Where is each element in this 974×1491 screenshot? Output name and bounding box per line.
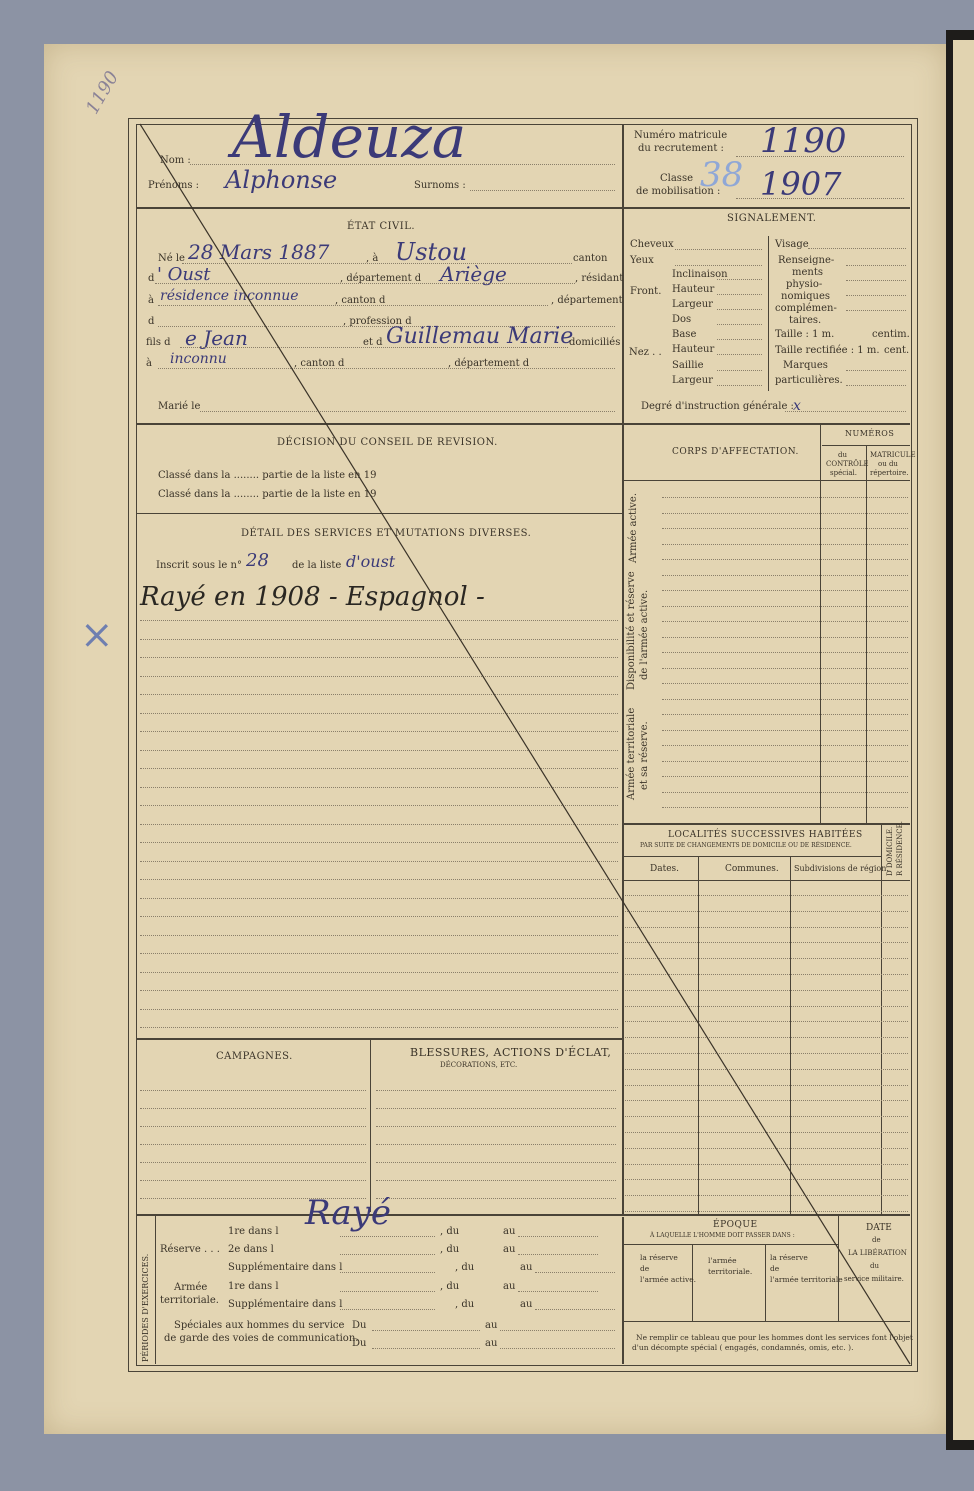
side-residence: R RÉSIDENCE. bbox=[896, 821, 904, 876]
profession-label: , profession d bbox=[343, 316, 412, 327]
a3-label: à bbox=[146, 358, 152, 369]
departement-d-label: , département d bbox=[448, 358, 530, 369]
du2-label: Du bbox=[352, 1338, 367, 1349]
ne-le-label: Né le bbox=[158, 253, 185, 264]
epoque-c1-line: l'armée active. bbox=[640, 1275, 697, 1284]
du-label: , du bbox=[440, 1244, 460, 1255]
numero-value: 1190 bbox=[760, 121, 847, 161]
reserve-label: Réserve . . . bbox=[160, 1244, 220, 1255]
renseignement-line: nomiques bbox=[781, 291, 831, 302]
de-la-liste-label: de la liste bbox=[292, 560, 342, 571]
et-d-label: et d bbox=[363, 337, 383, 348]
periodes-side-label: PÉRIODES D'EXERCICES. bbox=[141, 1253, 150, 1362]
marie-le-label: Marié le bbox=[158, 401, 201, 412]
epoque-footnote-2: d'un décompte spécial ( engagés, condamnés, omis, etc. ). bbox=[632, 1343, 854, 1352]
au-label: au bbox=[503, 1244, 516, 1255]
marques-1: Marques bbox=[783, 360, 828, 371]
a-label: , à bbox=[366, 253, 379, 264]
epoque-footnote-1: Ne remplir ce tableau que pour les hommes dont les services font l'objet bbox=[636, 1333, 913, 1342]
domicilies-label: domiciliés bbox=[569, 337, 621, 348]
armee-active-label: Armée active. bbox=[628, 492, 639, 563]
col-communes: Communes. bbox=[725, 864, 779, 874]
au-label: au bbox=[503, 1281, 516, 1292]
services-title: DÉTAIL DES SERVICES ET MUTATIONS DIVERSES. bbox=[241, 528, 532, 539]
r3-label: Supplémentaire dans l bbox=[228, 1262, 343, 1273]
birth-place: Ustou bbox=[395, 238, 468, 266]
signalement-field: Base bbox=[672, 329, 697, 340]
taille-label: Taille : 1 m. bbox=[775, 329, 835, 340]
signalement-field: Largeur bbox=[672, 375, 713, 386]
d-label: d bbox=[148, 273, 155, 284]
col2-l1: MATRICULE bbox=[870, 451, 916, 459]
canton-d2-label: , canton d bbox=[294, 358, 345, 369]
col-dates: Dates. bbox=[650, 864, 680, 874]
margin-note: 1190 bbox=[81, 67, 124, 118]
r1-label: 1re dans l bbox=[228, 1226, 279, 1237]
col1-l1: du bbox=[838, 451, 847, 459]
etat-civil-title: ÉTAT CIVIL. bbox=[347, 221, 416, 232]
classe-value: 1907 bbox=[760, 165, 842, 203]
au2-label: au bbox=[485, 1320, 498, 1331]
signalement-field: Saillie bbox=[672, 360, 704, 371]
birth-date: 28 Mars 1887 bbox=[188, 240, 330, 264]
corps-title: CORPS D'AFFECTATION. bbox=[672, 447, 799, 457]
front-label: Front. bbox=[630, 286, 662, 297]
du-label: , du bbox=[440, 1281, 460, 1292]
disponibilite-2: de l'armée active. bbox=[639, 589, 650, 680]
canton-d-label: , canton d bbox=[335, 295, 386, 306]
decision-row-1: Classé dans la ........ partie de la liste en 19 bbox=[158, 470, 377, 481]
col2-l2: ou du bbox=[878, 460, 898, 468]
signalement-field: Yeux bbox=[630, 255, 654, 266]
epoque-subtitle: À LAQUELLE L'HOMME DOIT PASSER DANS : bbox=[650, 1232, 795, 1239]
t2-label: Supplémentaire dans l bbox=[228, 1299, 343, 1310]
canton-value: ' Oust bbox=[157, 264, 211, 285]
epoque-title: ÉPOQUE bbox=[713, 1220, 758, 1230]
renseignement-line: ments bbox=[792, 267, 823, 278]
d2-label: d bbox=[148, 316, 155, 327]
prenoms-label: Prénoms : bbox=[148, 180, 200, 191]
liste-value: d'oust bbox=[346, 552, 396, 571]
r2-label: 2e dans l bbox=[228, 1244, 274, 1255]
signalement-field: Hauteur bbox=[672, 344, 715, 355]
du-label: , du bbox=[440, 1226, 460, 1237]
degre-value: x bbox=[793, 398, 801, 414]
fils-de-label: fils d bbox=[146, 337, 171, 348]
classe-label-1: Classe bbox=[660, 173, 693, 184]
blessures-title: BLESSURES, ACTIONS D'ÉCLAT, bbox=[410, 1046, 612, 1059]
prenoms-value: Alphonse bbox=[225, 166, 338, 194]
speciales-label: Spéciales aux hommes du service bbox=[174, 1320, 345, 1331]
epoque-c2-line: l'armée bbox=[708, 1256, 737, 1265]
departement2-label: , département bbox=[551, 295, 623, 306]
service-note: Rayé en 1908 - Espagnol - bbox=[140, 582, 485, 612]
numeros-label: NUMÉROS bbox=[845, 429, 895, 438]
centim-label: centim. bbox=[872, 329, 910, 340]
au-label: au bbox=[503, 1226, 516, 1237]
inscrit-value: 28 bbox=[246, 550, 269, 571]
renseignement-line: complémen- bbox=[775, 303, 837, 314]
col2-l3: répertoire. bbox=[870, 469, 909, 477]
inscrit-label: Inscrit sous le n° bbox=[156, 560, 242, 571]
side-domicile: D DOMICILE. bbox=[886, 826, 894, 876]
localites-title: LOCALITÉS SUCCESSIVES HABITÉES bbox=[668, 830, 863, 840]
canton-label: canton bbox=[573, 253, 608, 264]
nom-value: Aldeuza bbox=[232, 103, 467, 171]
localites-subtitle: PAR SUITE DE CHANGEMENTS DE DOMICILE OU DE RÉSIDENCE. bbox=[640, 842, 852, 849]
col1-l2: CONTRÔLE bbox=[826, 460, 869, 468]
signalement-field: Inclinaison bbox=[672, 269, 728, 280]
periodes-raye: Rayé bbox=[305, 1193, 391, 1233]
au-label: au bbox=[520, 1299, 533, 1310]
garde-label: de garde des voies de communication. bbox=[164, 1333, 359, 1344]
epoque-c3-line: la réserve bbox=[770, 1253, 808, 1262]
numero-label-1: Numéro matricule bbox=[634, 130, 728, 141]
departement-label: , département d bbox=[340, 273, 422, 284]
cent-label: cent. bbox=[884, 345, 910, 356]
date-liberation-line: LA LIBÉRATION bbox=[848, 1249, 907, 1257]
col-subdivisions: Subdivisions de région. bbox=[794, 864, 889, 873]
renseignement-line: Renseigne- bbox=[778, 255, 835, 266]
epoque-c1-line: de bbox=[640, 1264, 650, 1273]
date-liberation-line: de bbox=[872, 1236, 881, 1244]
epoque-c1-line: la réserve bbox=[640, 1253, 678, 1262]
residant-label: , résidant bbox=[575, 273, 624, 284]
epoque-c2-line: territoriale. bbox=[708, 1267, 753, 1276]
a2-label: à bbox=[148, 295, 154, 306]
signalement-field: Largeur bbox=[672, 299, 713, 310]
mother-name: Guillemau Marie bbox=[386, 324, 574, 349]
signalement-field: Hauteur bbox=[672, 284, 715, 295]
armee-label: Armée bbox=[174, 1282, 208, 1293]
au2-label: au bbox=[485, 1338, 498, 1349]
decision-title: DÉCISION DU CONSEIL DE REVISION. bbox=[277, 437, 498, 448]
t1-label: 1re dans l bbox=[228, 1281, 279, 1292]
taille-rect-label: Taille rectifiée : 1 m. bbox=[775, 345, 880, 356]
classe-label-2: de mobilisation : bbox=[636, 186, 721, 197]
date-liberation-line: service militaire. bbox=[844, 1275, 904, 1283]
surnoms-label: Surnoms : bbox=[414, 180, 466, 191]
epoque-c3-line: l'armée territoriale bbox=[770, 1275, 843, 1284]
disponibilite-1: Disponibilité et réserve bbox=[626, 571, 637, 690]
col1-l3: spécial. bbox=[830, 469, 858, 477]
father-name: e Jean bbox=[185, 326, 248, 350]
renseignement-line: taires. bbox=[789, 315, 822, 326]
decision-row-2: Classé dans la ........ partie de la liste en 19 bbox=[158, 489, 377, 500]
domicile-value: inconnu bbox=[170, 351, 227, 367]
du2-label: Du bbox=[352, 1320, 367, 1331]
renseignement-line: physio- bbox=[786, 279, 823, 290]
campagnes-title: CAMPAGNES. bbox=[216, 1051, 293, 1062]
numero-label-2: du recrutement : bbox=[638, 143, 724, 154]
signalement-title: SIGNALEMENT. bbox=[727, 213, 817, 224]
degre-label: Degré d'instruction générale : bbox=[641, 401, 794, 412]
nom-label: Nom : bbox=[160, 155, 191, 166]
classe-mark: 38 bbox=[700, 155, 744, 195]
date-liberation-line: du bbox=[870, 1262, 879, 1270]
territoriale-1: Armée territoriale bbox=[626, 707, 637, 800]
nez-label: Nez . . bbox=[629, 347, 662, 358]
du-label: , du bbox=[455, 1262, 475, 1273]
territoriale-2: et sa réserve. bbox=[639, 721, 650, 790]
signalement-field: Cheveux bbox=[630, 239, 674, 250]
decorations-subtitle: DÉCORATIONS, ETC. bbox=[440, 1061, 518, 1069]
margin-cross-mark: × bbox=[80, 612, 114, 658]
signalement-field: Dos bbox=[672, 314, 692, 325]
territoriale-label: territoriale. bbox=[160, 1295, 219, 1306]
epoque-c3-line: de bbox=[770, 1264, 780, 1273]
marques-2: particulières. bbox=[775, 375, 843, 386]
residence-value: résidence inconnue bbox=[160, 288, 299, 304]
date-liberation-line: DATE bbox=[866, 1223, 892, 1233]
au-label: au bbox=[520, 1262, 533, 1273]
du-label: , du bbox=[455, 1299, 475, 1310]
departement-value: Ariège bbox=[440, 262, 507, 286]
visage-label: Visage bbox=[775, 239, 809, 250]
